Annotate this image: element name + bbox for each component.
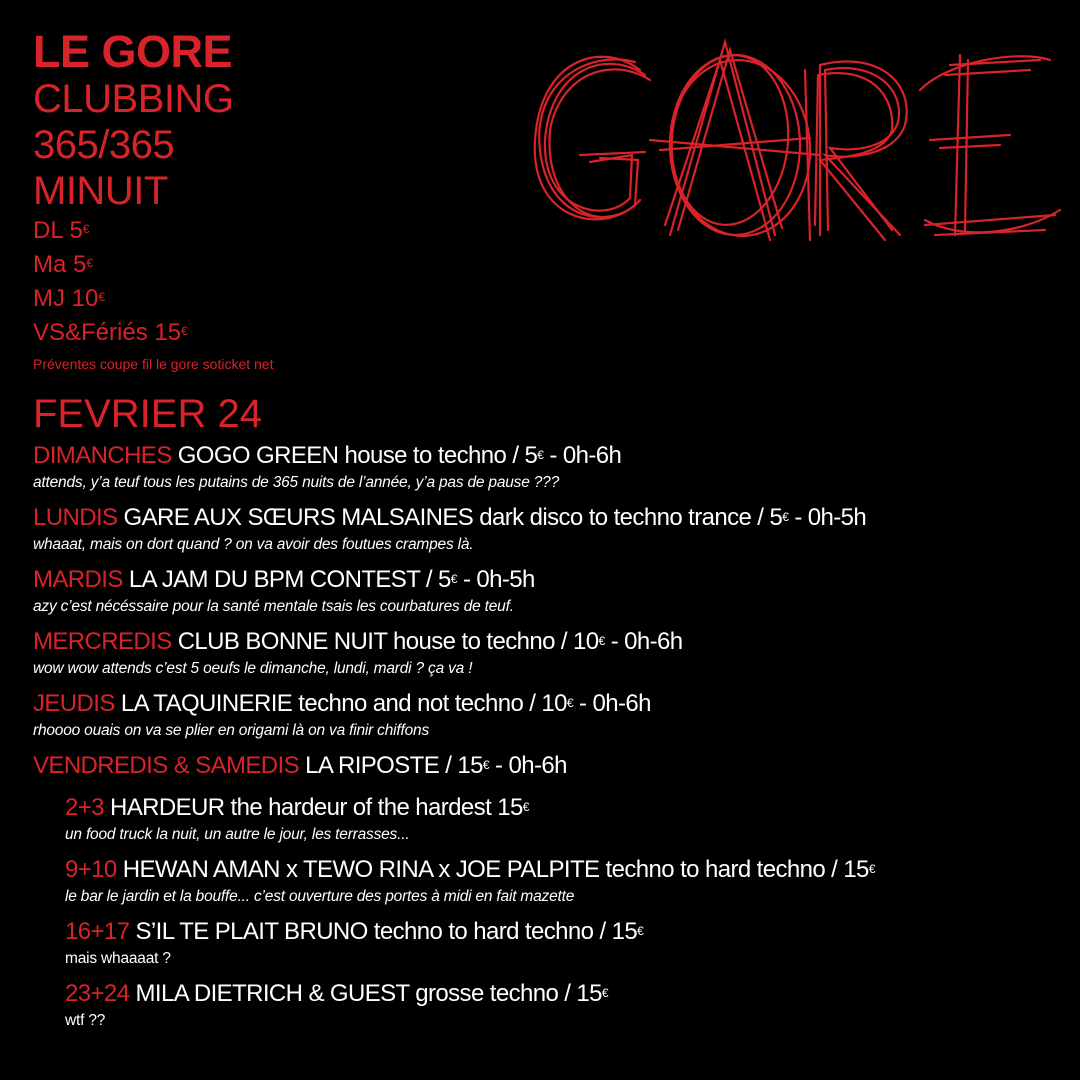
event-name: HEWAN AMAN x TEWO RINA x JOE PALPITE bbox=[122, 856, 600, 883]
event-day: JEUDIS bbox=[33, 690, 115, 717]
event-day: MARDIS bbox=[33, 566, 123, 593]
weekend-event: 23+24 MILA DIETRICH & GUEST grosse techno / 15€ wtf ?? bbox=[65, 978, 1073, 1032]
event-lundis: LUNDIS GARE AUX SŒURS MALSAINES dark disco to techno trance / 5€ - 0h-5h whaaat, mais on dort quand ? on va avoir des foutues crampes là. bbox=[33, 502, 1073, 556]
event-day: DIMANCHES bbox=[33, 442, 172, 469]
event-day: VENDREDIS & SAMEDIS bbox=[33, 752, 299, 779]
event-name: LA RIPOSTE bbox=[305, 752, 440, 779]
presale-info: Préventes coupe fil le gore soticket net bbox=[33, 356, 274, 372]
event-name: HARDEUR bbox=[110, 794, 225, 821]
event-note: un food truck la nuit, un autre le jour, les terrasses... bbox=[65, 826, 410, 843]
event-name: MILA DIETRICH & GUEST bbox=[135, 980, 410, 1007]
event-vendredis-samedis: VENDREDIS & SAMEDIS LA RIPOSTE / 15€ - 0h-6h bbox=[33, 752, 567, 779]
event-note: wtf ?? bbox=[65, 1012, 106, 1029]
month-heading: FEVRIER 24 bbox=[33, 392, 262, 436]
tagline-clubbing: CLUBBING bbox=[33, 77, 234, 121]
club-title: LE GORE bbox=[33, 26, 233, 77]
event-dimanches: DIMANCHES GOGO GREEN house to techno / 5€ - 0h-6h attends, y’a teuf tous les putains de 365 nuits de l’année, y’a pas de pause ??? bbox=[33, 440, 1073, 494]
tagline-days: 365/365 bbox=[33, 123, 175, 167]
event-note: mais whaaaat ? bbox=[65, 950, 171, 967]
header-block bbox=[33, 28, 273, 376]
weekend-dates: 2+3 bbox=[65, 794, 104, 821]
event-mardis: MARDIS LA JAM DU BPM CONTEST / 5€ - 0h-5h azy c’est nécéssaire pour la santé mentale tsais les courbatures de teuf. bbox=[33, 564, 1073, 618]
event-name: LA JAM DU BPM CONTEST bbox=[128, 566, 420, 593]
event-note: wow wow attends c’est 5 oeufs le dimanche, lundi, mardi ? ça va ! bbox=[33, 660, 473, 677]
price-mj: MJ 10€ bbox=[33, 285, 106, 312]
event-day: MERCREDIS bbox=[33, 628, 172, 655]
event-name: GOGO GREEN bbox=[177, 442, 339, 469]
price-dl: DL 5€ bbox=[33, 217, 90, 244]
event-schedule bbox=[33, 440, 1073, 1040]
event-jeudis: JEUDIS LA TAQUINERIE techno and not techno / 10€ - 0h-6h rhoooo ouais on va se plier en origami là on va finir chiffons bbox=[33, 688, 1073, 742]
event-note: whaaat, mais on dort quand ? on va avoir des foutues crampes là. bbox=[33, 536, 474, 553]
price-vs-feries: VS&Fériés 15€ bbox=[33, 319, 188, 346]
weekend-event: 9+10 HEWAN AMAN x TEWO RINA x JOE PALPITE techno to hard techno / 15€ le bar le jardin et la bouffe... c’est ouverture des portes à midi en fait mazette bbox=[65, 854, 1073, 908]
event-name: LA TAQUINERIE bbox=[120, 690, 293, 717]
weekend-dates: 16+17 bbox=[65, 918, 130, 945]
event-note: le bar le jardin et la bouffe... c’est ouverture des portes à midi en fait mazette bbox=[65, 888, 575, 905]
weekend-event: 16+17 S’IL TE PLAIT BRUNO techno to hard techno / 15€ mais whaaaat ? bbox=[65, 916, 1073, 970]
weekend-dates: 9+10 bbox=[65, 856, 117, 883]
weekend-dates: 23+24 bbox=[65, 980, 130, 1007]
event-note: azy c’est nécéssaire pour la santé mentale tsais les courbatures de teuf. bbox=[33, 598, 514, 615]
scribbled-gore-logo-icon bbox=[520, 30, 1065, 245]
event-note: attends, y’a teuf tous les putains de 365 nuits de l’année, y’a pas de pause ??? bbox=[33, 474, 560, 491]
event-note: rhoooo ouais on va se plier en origami là on va finir chiffons bbox=[33, 722, 429, 739]
event-name: S’IL TE PLAIT BRUNO bbox=[135, 918, 368, 945]
tagline-time: MINUIT bbox=[33, 169, 168, 213]
weekend-event: 2+3 HARDEUR the hardeur of the hardest 15€ un food truck la nuit, un autre le jour, les terrasses... bbox=[65, 792, 1073, 846]
event-mercredis: MERCREDIS CLUB BONNE NUIT house to techno / 10€ - 0h-6h wow wow attends c’est 5 oeufs le dimanche, lundi, mardi ? ça va ! bbox=[33, 626, 1073, 680]
event-name: GARE AUX SŒURS MALSAINES bbox=[123, 504, 474, 531]
event-day: LUNDIS bbox=[33, 504, 118, 531]
event-name: CLUB BONNE NUIT bbox=[177, 628, 387, 655]
price-ma: Ma 5€ bbox=[33, 251, 94, 278]
